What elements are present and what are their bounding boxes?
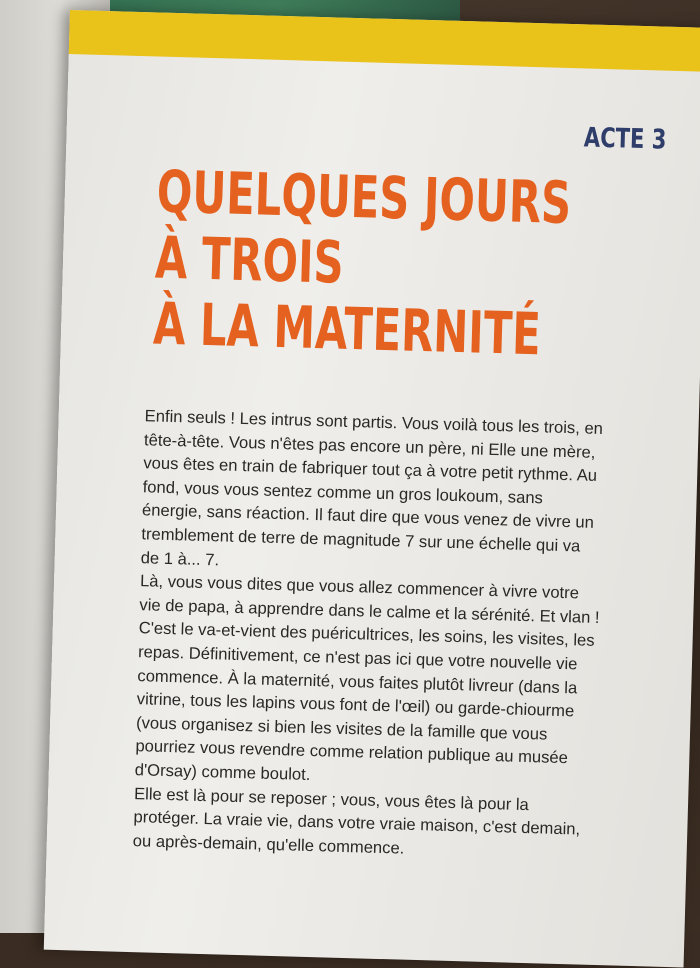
title-line-3: À LA MATERNITÉ <box>152 289 542 369</box>
chapter-title <box>152 159 572 368</box>
chapter-body <box>133 404 607 865</box>
act-label: ACTE 3 <box>583 122 668 156</box>
title-line-1: QUELQUES JOURS <box>156 157 573 238</box>
book-page <box>44 10 700 968</box>
paragraph-2: Là, vous vous dites que vous allez commencer à vivre votre vie de papa, à apprendre dans le calme et la sérénité. Et vlan ! C'est le va-et-vient des puéricultrices, les soins, les visites, les repas. Définitivement, ce n'est pas ici que votre nouvelle vie commence. À la maternité, vous faites plutôt livreur (dans la vitrine, tous les lapins vous font de l'œil) ou garde-chiourme (vous organisez si bien les visites de la famille que vous pourriez vous revendre comme relation publique au musée d'Orsay) comme boulot. <box>134 571 600 784</box>
paragraph-1: Enfin seuls ! Les intrus sont partis. Vous voilà tous les trois, en tête-à-tête. Vous n'êtes pas encore un père, ni Elle une mère, vous êtes en train de fabriquer tout ça à votre petit rythme. Au fond, vous vous sentez comme un gros loukoum, sans énergie, sans réaction. Il faut dire que vous venez de vivre un tremblement de terre de magnitude 7 sur une échelle qui va de 1 à... 7. <box>140 406 604 569</box>
paragraph-3: Elle est là pour se reposer ; vous, vous êtes là pour la protéger. La vraie vie, dans votre vraie maison, c'est demain, ou après-demain, qu'elle commence. <box>132 783 581 858</box>
title-line-2: À TROIS <box>154 223 345 297</box>
